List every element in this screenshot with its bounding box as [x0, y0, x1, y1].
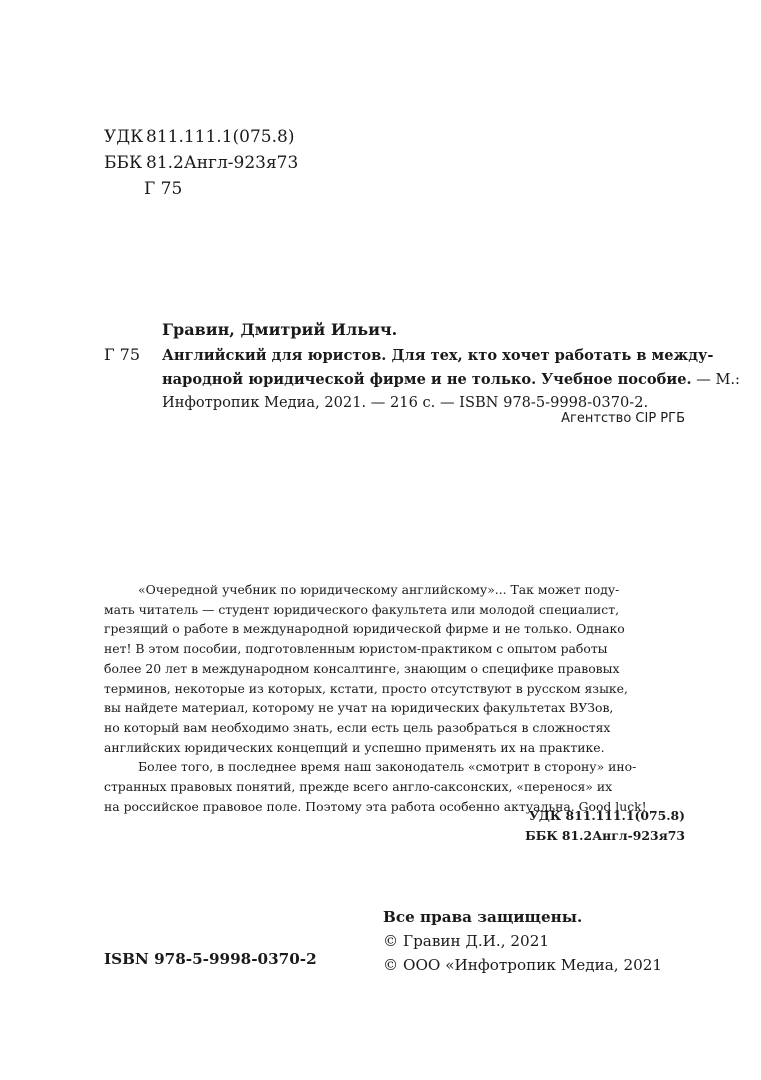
abstract-line: вы найдете материал, которому не учат на юридических факультетах ВУЗов,: [104, 700, 614, 716]
rights-block: [383, 905, 662, 977]
catalog-code: Г 75: [104, 345, 141, 364]
isbn: ISBN 978-5-9998-0370-2: [104, 950, 317, 968]
abstract-line: мать читатель — студент юридического факультета или молодой специалист,: [104, 601, 620, 617]
abstract-line: странных правовых понятий, прежде всего англо-саксонских, «перенося» их: [104, 779, 613, 795]
abstract-line: грезящий о работе в международной юридической фирме и не только. Однако: [104, 621, 625, 637]
abstract-line: английских юридических концепций и успешно применять их на практике.: [104, 739, 605, 755]
bbk-row: [104, 150, 298, 176]
abstract-line: «Очередной учебник по юридическому английскому»... Так может поду-: [138, 582, 620, 597]
catalog-description: [162, 344, 740, 415]
udk-row: [104, 124, 298, 150]
abstract-line: терминов, некоторые из которых, кстати, просто отсутствуют в русском языке,: [104, 680, 628, 696]
udk-value: 811.111.1(075.8): [146, 127, 295, 147]
catalog-title-line-2-bold: народной юридической фирме и не только. Учебное пособие.: [162, 370, 692, 388]
abstract-bbk: ББК 81.2Англ-923я73: [525, 827, 685, 843]
copyright-author: © Гравин Д.И., 2021: [383, 932, 550, 950]
catalog-title-line-2-rest: — М.:: [691, 370, 740, 388]
cip-agency: Агентство CIP РГБ: [561, 411, 685, 426]
catalog-author: Гравин, Дмитрий Ильич.: [162, 320, 398, 339]
catalog-title-line-1: Английский для юристов. Для тех, кто хочет работать в между-: [162, 347, 714, 364]
catalog-imprint: Инфотропик Медиа, 2021. — 216 с. — ISBN 978-5-9998-0370-2.: [162, 394, 649, 411]
catalog-title-line-2: [162, 368, 740, 392]
abstract-udk: УДК 811.111.1(075.8): [528, 808, 685, 823]
abstract-line: но который вам необходимо знать, если есть цель разобраться в сложностях: [104, 719, 611, 735]
abstract-codes: [525, 806, 685, 845]
copyright-publisher: © ООО «Инфотропик Медиа, 2021: [383, 956, 663, 974]
bbk-key: ББК: [104, 153, 143, 173]
abstract-line: на российское правовое поле. Поэтому эта работа особенно актуальна. Good luck!: [104, 798, 647, 814]
classification-codes: [104, 124, 298, 202]
author-sign: Г 75: [144, 179, 183, 199]
bbk-value: 81.2Англ-923я73: [146, 153, 299, 173]
rights-reserved: Все права защищены.: [383, 908, 583, 926]
abstract-line: нет! В этом пособии, подготовленным юристом-практиком с опытом работы: [104, 641, 608, 657]
abstract-line: Более того, в последнее время наш законодатель «смотрит в сторону» ино-: [138, 759, 637, 775]
abstract: [104, 580, 687, 816]
udk-key: УДК: [104, 127, 144, 147]
abstract-line: более 20 лет в международном консалтинге, знающим о специфике правовых: [104, 660, 620, 676]
